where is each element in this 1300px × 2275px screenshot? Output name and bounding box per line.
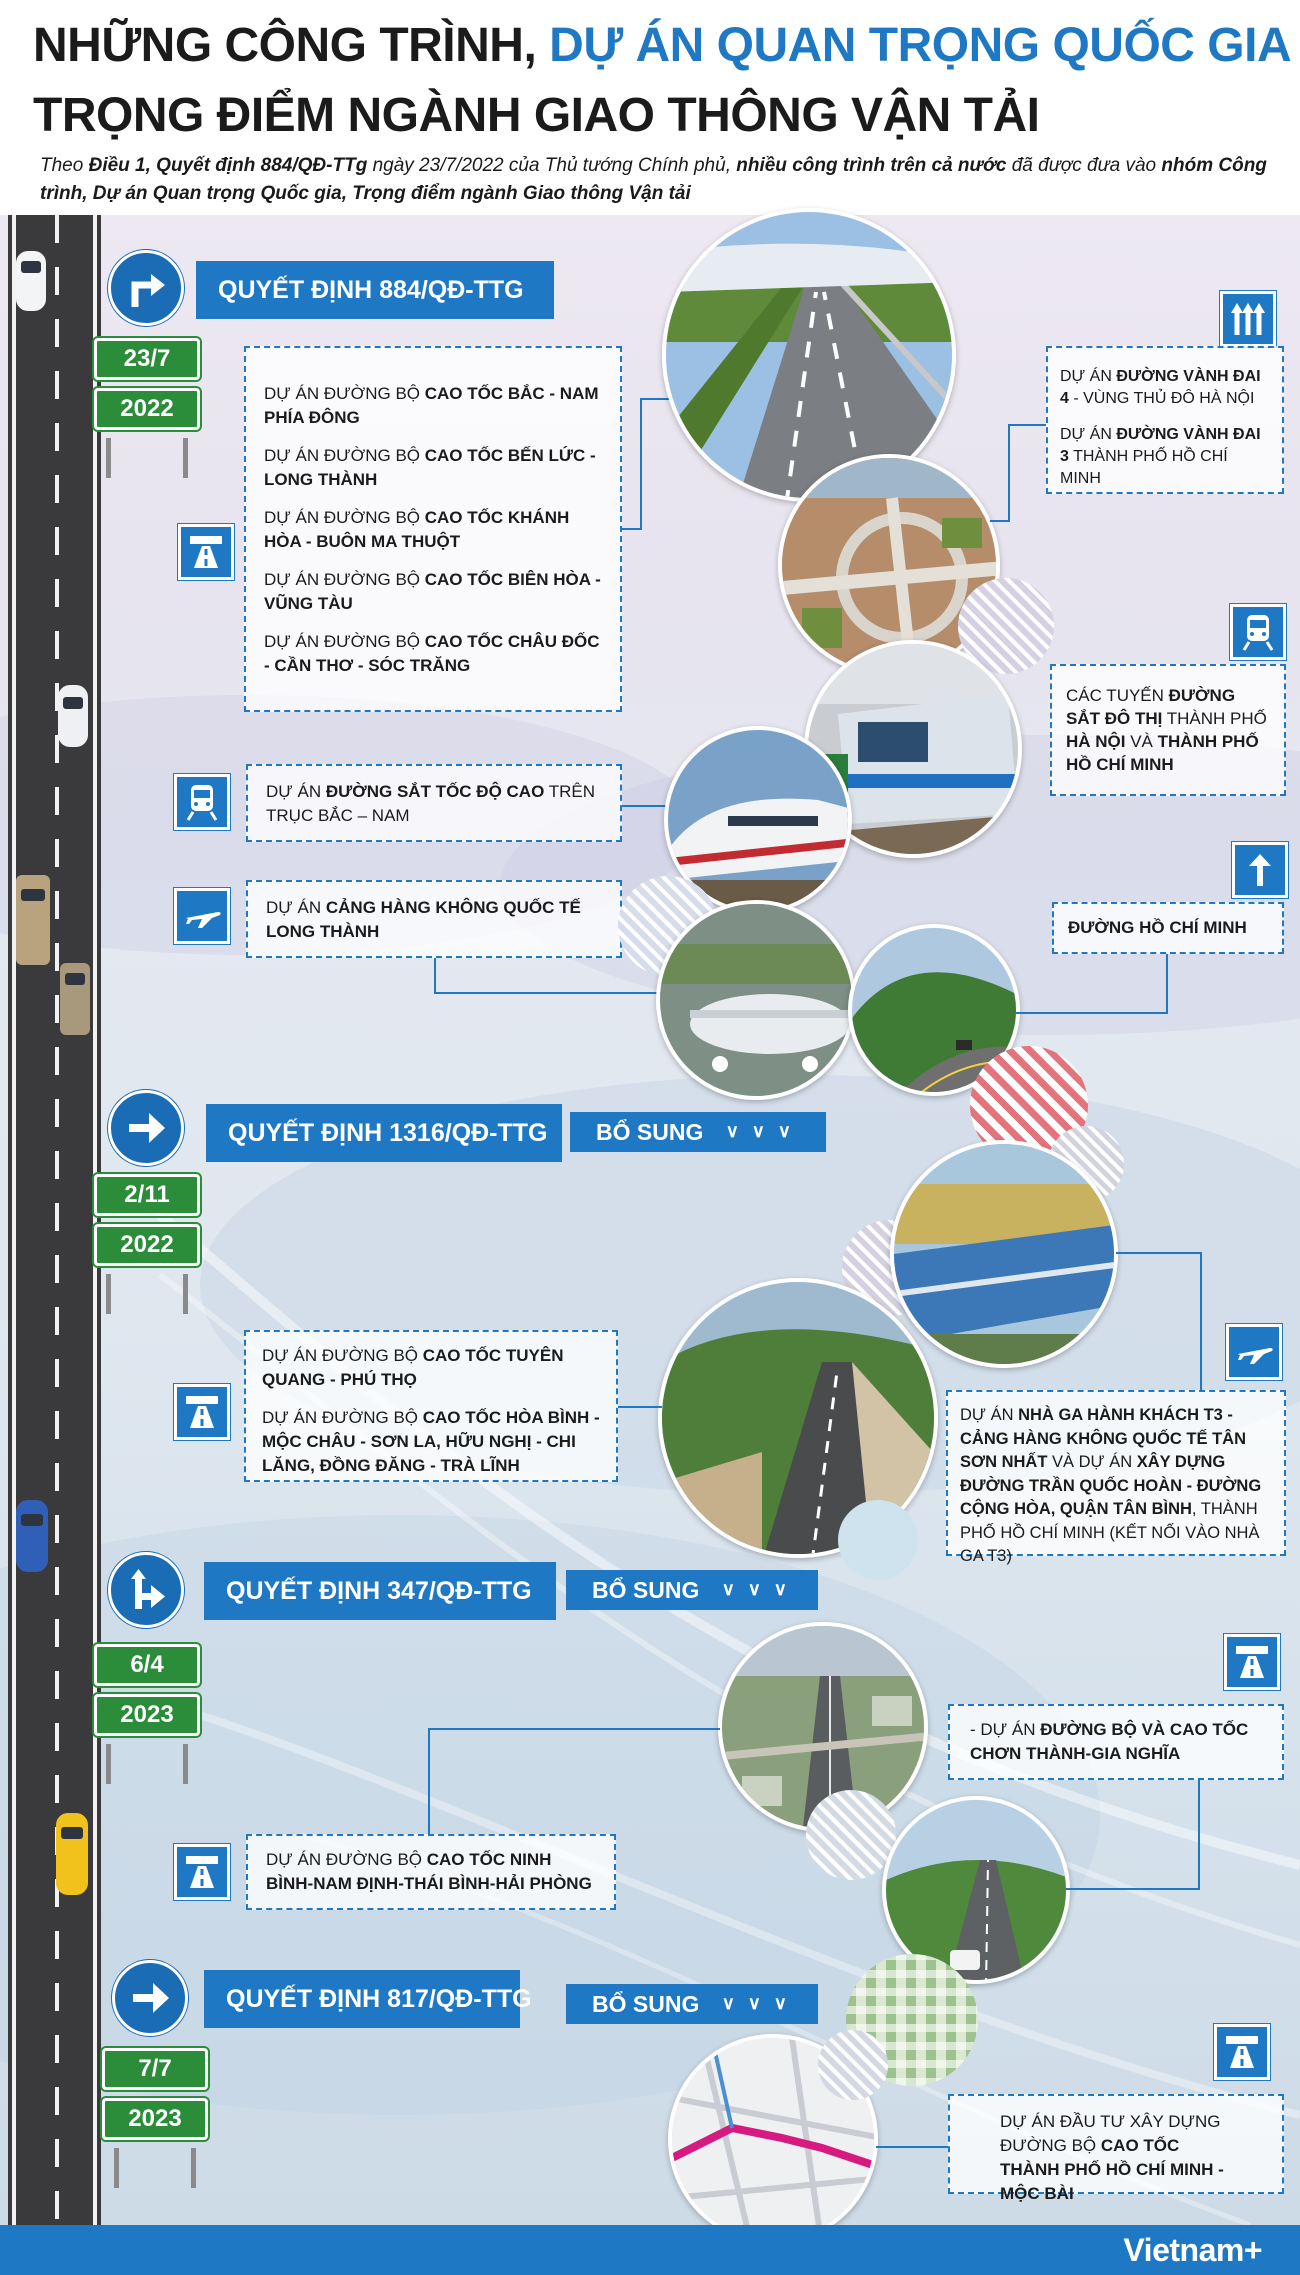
highway-tile-4 (174, 1844, 230, 1900)
airport-box: DỰ ÁN CẢNG HÀNG KHÔNG QUỐC TẾ LONG THÀNH (246, 880, 622, 958)
up-arrow-icon (1240, 850, 1280, 890)
train-icon (1238, 612, 1278, 652)
car-yellow-taxi (56, 1813, 88, 1895)
intro-bold: Điều 1, Quyết định 884/QĐ-TTg (88, 155, 368, 176)
decision-1316-add-tag (570, 1112, 826, 1152)
date-sign-347 (94, 1644, 200, 1744)
decor-stripe-circle (818, 2030, 888, 2100)
airplane-tile-2 (1226, 1324, 1282, 1380)
date-sign-1316 (94, 1174, 200, 1274)
intro-part: ngày 23/7/2022 của Thủ tướng Chính phủ, (367, 155, 737, 176)
fork-right-icon (123, 1567, 169, 1613)
train-icon (182, 782, 222, 822)
highway-icon (1222, 2032, 1262, 2072)
up-arrows-tile (1220, 291, 1276, 347)
chevron-down-icon: ∨ ∨ ∨ (721, 1579, 787, 1599)
brand-logo: Vietnam+ (1123, 2232, 1262, 2268)
chevron-down-icon: ∨ ∨ ∨ (725, 1121, 791, 1141)
decision-347-add-tag (566, 1570, 818, 1610)
car-tan-1 (16, 875, 50, 965)
chevron-down-icon: ∨ ∨ ∨ (721, 1993, 787, 2013)
decor-circle-light (838, 1500, 918, 1580)
up-arrow-tile (1232, 842, 1288, 898)
intro-bold: nhiều công trình trên cả nước (736, 155, 1007, 176)
header (0, 0, 1300, 215)
date-day: 6/4 (94, 1644, 200, 1686)
highway-tile-5 (1214, 2024, 1270, 2080)
airplane-icon (1234, 1332, 1274, 1372)
date-sign-817 (102, 2048, 208, 2148)
add-label: BỔ SUNG (596, 1119, 704, 1145)
footer-bar (0, 2225, 1300, 2275)
intro-part: Theo (40, 155, 89, 176)
car-blue (16, 1500, 48, 1572)
add-label: BỔ SUNG (592, 1991, 700, 2017)
date-day: 7/7 (102, 2048, 208, 2090)
highway-tile-2 (174, 1384, 230, 1440)
add-label: BỔ SUNG (592, 1577, 700, 1603)
title-dark-part: NHỮNG CÔNG TRÌNH, (33, 19, 537, 72)
turn-right-icon (123, 265, 169, 311)
decor-stripe-circle (806, 1790, 896, 1880)
up-arrows-icon (1228, 299, 1268, 339)
highway-tile-1 (178, 524, 234, 580)
highway-icon (182, 1852, 222, 1892)
page-title-line1 (33, 18, 1291, 73)
highway-icon (186, 532, 226, 572)
decision-1316-marker (108, 1090, 184, 1166)
date-day: 23/7 (94, 338, 200, 380)
train-tile-2 (174, 774, 230, 830)
arrow-right-icon (123, 1105, 169, 1151)
date-year: 2023 (102, 2098, 208, 2140)
ho-chi-minh-road-box: ĐƯỜNG HỒ CHÍ MINH (1052, 902, 1284, 954)
decision-347-marker (108, 1552, 184, 1628)
date-year: 2022 (94, 1224, 200, 1266)
ring-roads-box: DỰ ÁN ĐƯỜNG VÀNH ĐAI 4 - VÙNG THỦ ĐÔ HÀ NỘI DỰ ÁN ĐƯỜNG VÀNH ĐAI 3 THÀNH PHỐ HỒ CHÍ MINH (1046, 346, 1284, 494)
highway-icon (1232, 1642, 1272, 1682)
airplane-icon (182, 896, 222, 936)
car-white-2 (58, 685, 88, 747)
decision-884-label: QUYẾT ĐỊNH 884/QĐ-TTG (196, 261, 554, 319)
moc-bai-box: DỰ ÁN ĐẦU TƯ XÂY DỰNG ĐƯỜNG BỘ CAO TỐC THÀNH PHỐ HỒ CHÍ MINH - MỘC BÀI (948, 2094, 1284, 2194)
title-blue-part: DỰ ÁN QUAN TRỌNG QUỐC GIA (549, 19, 1292, 72)
chon-thanh-box: - DỰ ÁN ĐƯỜNG BỘ VÀ CAO TỐC CHƠN THÀNH-GIA NGHĨA (948, 1704, 1284, 1780)
intro-bold: nhóm Công trình, Dự án Quan trọng Quốc gia, Trọng điểm ngành Giao thông Vận tải (40, 155, 1267, 204)
highway-icon (182, 1392, 222, 1432)
photo-t3-terminal (890, 1140, 1118, 1368)
urban-rail-box: CÁC TUYẾN ĐƯỜNG SẮT ĐÔ THỊ THÀNH PHỐ HÀ NỘI VÀ THÀNH PHỐ HỒ CHÍ MINH (1050, 664, 1286, 796)
date-year: 2023 (94, 1694, 200, 1736)
decision-817-label: QUYẾT ĐỊNH 817/QĐ-TTG (204, 1970, 520, 2028)
decision-817-marker (112, 1960, 188, 2036)
decision-1316-label: QUYẾT ĐỊNH 1316/QĐ-TTG (206, 1104, 562, 1162)
airplane-tile-1 (174, 888, 230, 944)
car-white-1 (16, 251, 46, 311)
road-strip (8, 215, 101, 2225)
decision-817-add-tag (566, 1984, 818, 2024)
intro-part: đã được đưa vào (1006, 155, 1162, 176)
date-year: 2022 (94, 388, 200, 430)
t3-terminal-box: DỰ ÁN NHÀ GA HÀNH KHÁCH T3 - CẢNG HÀNG KHÔNG QUỐC TẾ TÂN SƠN NHẤT VÀ DỰ ÁN XÂY DỰNG ĐƯỜNG TRẦN QUỐC HOÀN - ĐƯỜNG CỘNG HÒA, QUẬN TÂN BÌNH, THÀNH PHỐ HỒ CHÍ MINH (KẾT NỐI VÀO NHÀ GA T3) (946, 1390, 1286, 1556)
date-sign-884 (94, 338, 200, 438)
highways-884-box: DỰ ÁN ĐƯỜNG BỘ CAO TỐC BẮC - NAM PHÍA ĐÔNG DỰ ÁN ĐƯỜNG BỘ CAO TỐC BẾN LỨC - LONG THÀNH DỰ ÁN ĐƯỜNG BỘ CAO TỐC KHÁNH HÒA - BUÔN MA THUỘT DỰ ÁN ĐƯỜNG BỘ CAO TỐC BIÊN HÒA - VŨNG TÀU DỰ ÁN ĐƯỜNG BỘ CAO TỐC CHÂU ĐỐC - CẦN THƠ - SÓC TRĂNG (244, 346, 622, 712)
intro-text (40, 152, 1270, 208)
photo-airport-terminal (656, 900, 856, 1100)
page-title-line2: TRỌNG ĐIỂM NGÀNH GIAO THÔNG VẬN TẢI (33, 89, 1040, 142)
car-tan-2 (60, 963, 90, 1035)
arrow-right-icon (127, 1975, 173, 2021)
decision-347-label: QUYẾT ĐỊNH 347/QĐ-TTG (204, 1562, 556, 1620)
highways-1316-box: DỰ ÁN ĐƯỜNG BỘ CAO TỐC TUYÊN QUANG - PHÚ THỌ DỰ ÁN ĐƯỜNG BỘ CAO TỐC HÒA BÌNH - MỘC CHÂU - SƠN LA, HỮU NGHỊ - CHI LĂNG, ĐỒNG ĐĂNG - TRÀ LĨNH (244, 1330, 618, 1482)
train-tile-1 (1230, 604, 1286, 660)
decision-884-marker (108, 250, 184, 326)
date-day: 2/11 (94, 1174, 200, 1216)
highway-tile-3 (1224, 1634, 1280, 1690)
high-speed-rail-box: DỰ ÁN ĐƯỜNG SẮT TỐC ĐỘ CAO TRÊN TRỤC BẮC – NAM (246, 764, 622, 842)
ninh-binh-box: DỰ ÁN ĐƯỜNG BỘ CAO TỐC NINH BÌNH-NAM ĐỊNH-THÁI BÌNH-HẢI PHÒNG (246, 1834, 616, 1910)
